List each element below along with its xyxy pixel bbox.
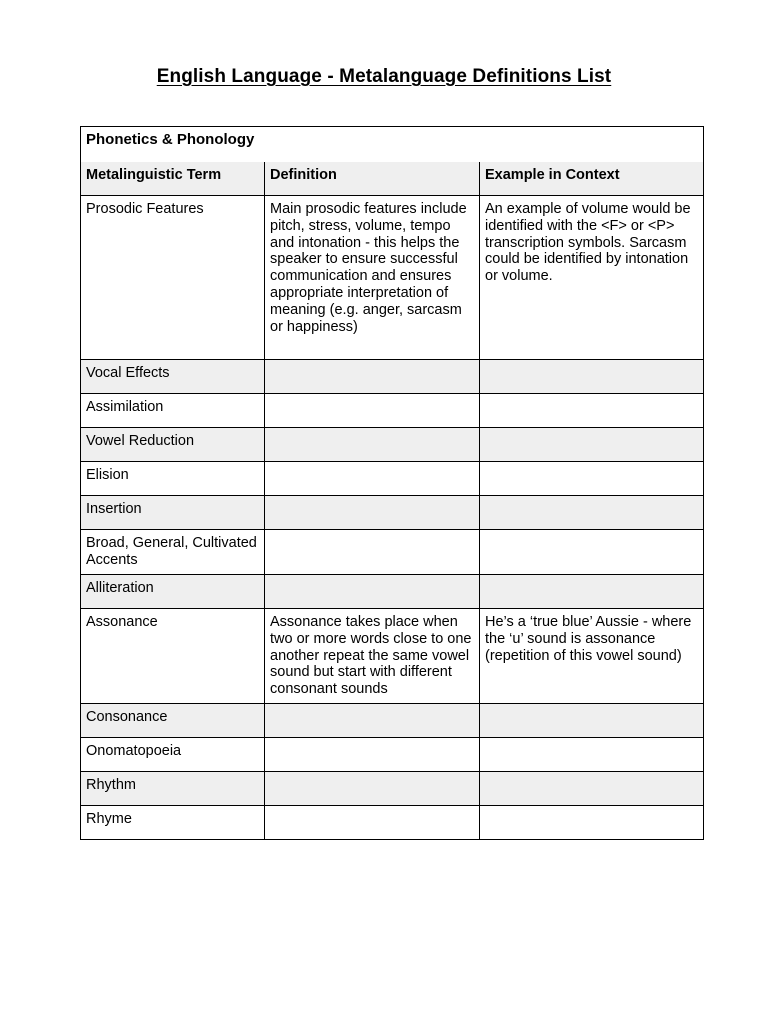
column-header-definition: Definition xyxy=(265,162,480,196)
column-header-example: Example in Context xyxy=(480,162,704,196)
definition-cell xyxy=(265,530,480,575)
example-cell xyxy=(480,496,704,530)
example-cell xyxy=(480,772,704,806)
column-header-row xyxy=(81,162,704,196)
definition-cell xyxy=(265,462,480,496)
example-cell xyxy=(480,530,704,575)
example-cell: He’s a ‘true blue’ Aussie - where the ‘u’ sound is assonance (repetition of this vowel sound) xyxy=(480,609,704,704)
table-row xyxy=(81,394,704,428)
table-row xyxy=(81,462,704,496)
definitions-table xyxy=(80,126,704,840)
definition-cell xyxy=(265,738,480,772)
term-cell: Alliteration xyxy=(81,575,265,609)
example-cell xyxy=(480,462,704,496)
example-cell xyxy=(480,428,704,462)
definition-cell: Main prosodic features include pitch, stress, volume, tempo and intonation - this helps the speaker to ensure successful communication and ensures appropriate interpretation of meaning (e.g. anger, sarcasm or happiness) xyxy=(265,196,480,360)
term-cell: Vowel Reduction xyxy=(81,428,265,462)
definition-cell: Assonance takes place when two or more words close to one another repeat the same vowel sound but start with different consonant sounds xyxy=(265,609,480,704)
column-header-term: Metalinguistic Term xyxy=(81,162,265,196)
term-cell: Elision xyxy=(81,462,265,496)
table-row xyxy=(81,496,704,530)
example-cell xyxy=(480,806,704,840)
term-cell: Vocal Effects xyxy=(81,360,265,394)
definition-cell xyxy=(265,806,480,840)
table-row xyxy=(81,806,704,840)
section-title: Phonetics & Phonology xyxy=(81,127,704,162)
term-cell: Prosodic Features xyxy=(81,196,265,360)
example-cell xyxy=(480,738,704,772)
definition-cell xyxy=(265,394,480,428)
table-row xyxy=(81,428,704,462)
table-row xyxy=(81,575,704,609)
table-row xyxy=(81,772,704,806)
term-cell: Broad, General, Cultivated Accents xyxy=(81,530,265,575)
table-row xyxy=(81,704,704,738)
example-cell xyxy=(480,704,704,738)
table-row xyxy=(81,609,704,704)
definition-cell xyxy=(265,704,480,738)
section-header-row xyxy=(81,127,704,162)
page-title: English Language - Metalanguage Definitions List xyxy=(156,66,612,87)
term-cell: Rhyme xyxy=(81,806,265,840)
definition-cell xyxy=(265,428,480,462)
term-cell: Rhythm xyxy=(81,772,265,806)
example-cell: An example of volume would be identified with the <F> or <P> transcription symbols. Sarcasm could be identified by intonation or volume. xyxy=(480,196,704,360)
term-cell: Onomatopoeia xyxy=(81,738,265,772)
table-row xyxy=(81,530,704,575)
term-cell: Assimilation xyxy=(81,394,265,428)
term-cell: Insertion xyxy=(81,496,265,530)
definition-cell xyxy=(265,496,480,530)
table-row xyxy=(81,738,704,772)
term-cell: Assonance xyxy=(81,609,265,704)
example-cell xyxy=(480,360,704,394)
term-cell: Consonance xyxy=(81,704,265,738)
example-cell xyxy=(480,394,704,428)
definition-cell xyxy=(265,360,480,394)
table-row xyxy=(81,360,704,394)
table-row xyxy=(81,196,704,360)
example-cell xyxy=(480,575,704,609)
definition-cell xyxy=(265,772,480,806)
definition-cell xyxy=(265,575,480,609)
